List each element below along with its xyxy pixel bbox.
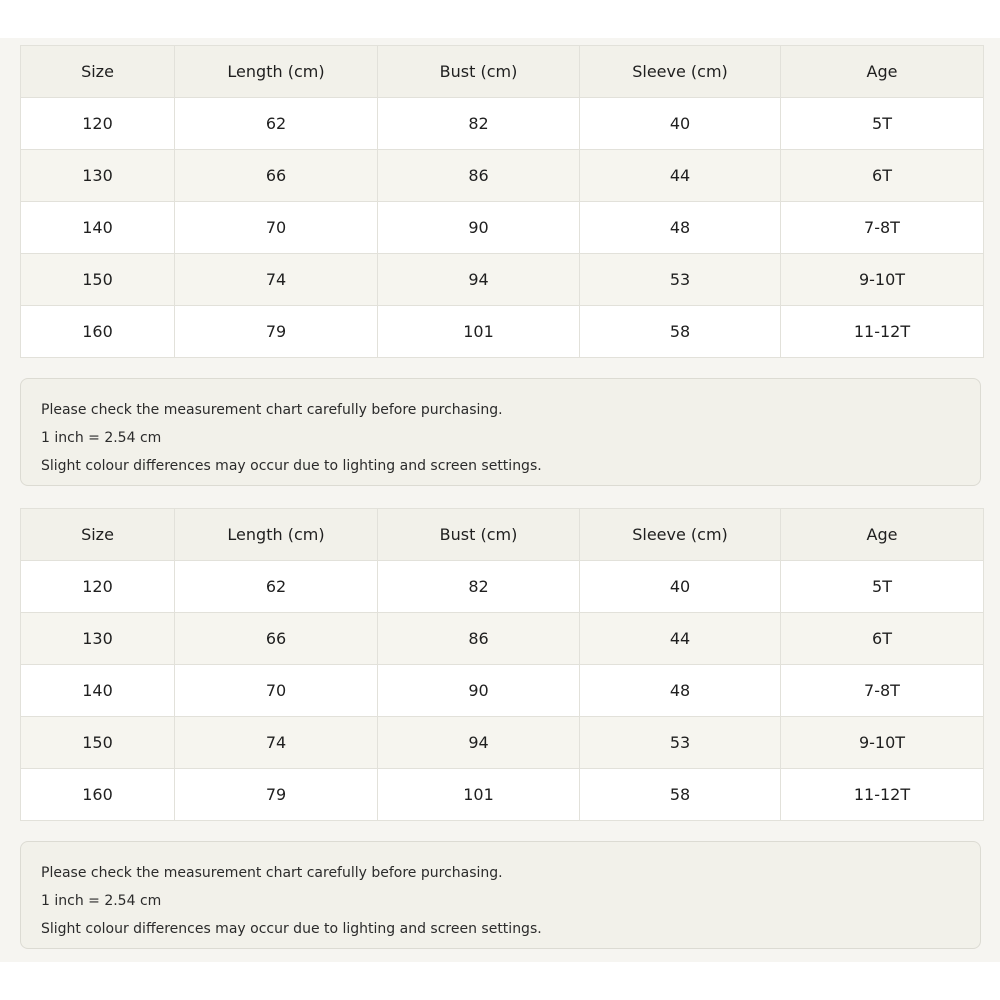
cell-age: 9-10T [781, 254, 984, 306]
table-row [21, 769, 984, 821]
measurement-note-box-1 [20, 378, 981, 486]
table-row [21, 613, 984, 665]
table-row [21, 254, 984, 306]
cell-size: 140 [21, 202, 175, 254]
cell-size: 160 [21, 769, 175, 821]
cell-bust: 82 [378, 98, 580, 150]
table-row [21, 306, 984, 358]
cell-sleeve: 53 [580, 717, 781, 769]
cell-sleeve: 44 [580, 613, 781, 665]
note-colour-difference: Slight colour differences may occur due to lighting and screen settings. [41, 458, 542, 474]
column-header-sleeve: Sleeve (cm) [580, 509, 781, 561]
cell-sleeve: 53 [580, 254, 781, 306]
cell-bust: 82 [378, 561, 580, 613]
table-row [21, 202, 984, 254]
cell-sleeve: 40 [580, 98, 781, 150]
cell-size: 140 [21, 665, 175, 717]
cell-age: 6T [781, 613, 984, 665]
note-check-chart: Please check the measurement chart carefully before purchasing. [41, 865, 503, 881]
cell-age: 6T [781, 150, 984, 202]
cell-size: 160 [21, 306, 175, 358]
cell-size: 120 [21, 98, 175, 150]
cell-age: 7-8T [781, 665, 984, 717]
table-row [21, 717, 984, 769]
cell-length: 74 [175, 254, 378, 306]
cell-bust: 101 [378, 769, 580, 821]
table-header-row [21, 509, 984, 561]
cell-length: 70 [175, 202, 378, 254]
column-header-length: Length (cm) [175, 509, 378, 561]
table-header-row [21, 46, 984, 98]
cell-length: 62 [175, 561, 378, 613]
cell-length: 79 [175, 306, 378, 358]
cell-bust: 94 [378, 717, 580, 769]
note-inch-conversion: 1 inch = 2.54 cm [41, 893, 162, 909]
cell-age: 5T [781, 98, 984, 150]
size-guide-page [0, 38, 1000, 962]
cell-age: 11-12T [781, 769, 984, 821]
cell-length: 74 [175, 717, 378, 769]
table-row [21, 561, 984, 613]
cell-age: 5T [781, 561, 984, 613]
cell-bust: 94 [378, 254, 580, 306]
cell-sleeve: 48 [580, 202, 781, 254]
cell-bust: 90 [378, 665, 580, 717]
column-header-sleeve: Sleeve (cm) [580, 46, 781, 98]
cell-age: 9-10T [781, 717, 984, 769]
cell-size: 150 [21, 254, 175, 306]
column-header-size: Size [21, 46, 175, 98]
cell-sleeve: 40 [580, 561, 781, 613]
cell-length: 66 [175, 150, 378, 202]
column-header-size: Size [21, 509, 175, 561]
size-chart-table-2 [20, 508, 984, 821]
cell-bust: 86 [378, 150, 580, 202]
cell-sleeve: 58 [580, 769, 781, 821]
column-header-age: Age [781, 46, 984, 98]
cell-size: 130 [21, 613, 175, 665]
measurement-note-box-2 [20, 841, 981, 949]
note-check-chart: Please check the measurement chart carefully before purchasing. [41, 402, 503, 418]
table-row [21, 150, 984, 202]
cell-bust: 90 [378, 202, 580, 254]
cell-sleeve: 44 [580, 150, 781, 202]
cell-length: 66 [175, 613, 378, 665]
column-header-bust: Bust (cm) [378, 46, 580, 98]
cell-bust: 101 [378, 306, 580, 358]
table-row [21, 98, 984, 150]
column-header-length: Length (cm) [175, 46, 378, 98]
note-colour-difference: Slight colour differences may occur due to lighting and screen settings. [41, 921, 542, 937]
cell-size: 150 [21, 717, 175, 769]
cell-age: 7-8T [781, 202, 984, 254]
size-chart-table-1 [20, 45, 984, 358]
table-row [21, 665, 984, 717]
cell-length: 70 [175, 665, 378, 717]
cell-size: 130 [21, 150, 175, 202]
column-header-bust: Bust (cm) [378, 509, 580, 561]
note-inch-conversion: 1 inch = 2.54 cm [41, 430, 162, 446]
cell-length: 62 [175, 98, 378, 150]
cell-bust: 86 [378, 613, 580, 665]
cell-sleeve: 58 [580, 306, 781, 358]
column-header-age: Age [781, 509, 984, 561]
cell-sleeve: 48 [580, 665, 781, 717]
cell-size: 120 [21, 561, 175, 613]
cell-length: 79 [175, 769, 378, 821]
cell-age: 11-12T [781, 306, 984, 358]
